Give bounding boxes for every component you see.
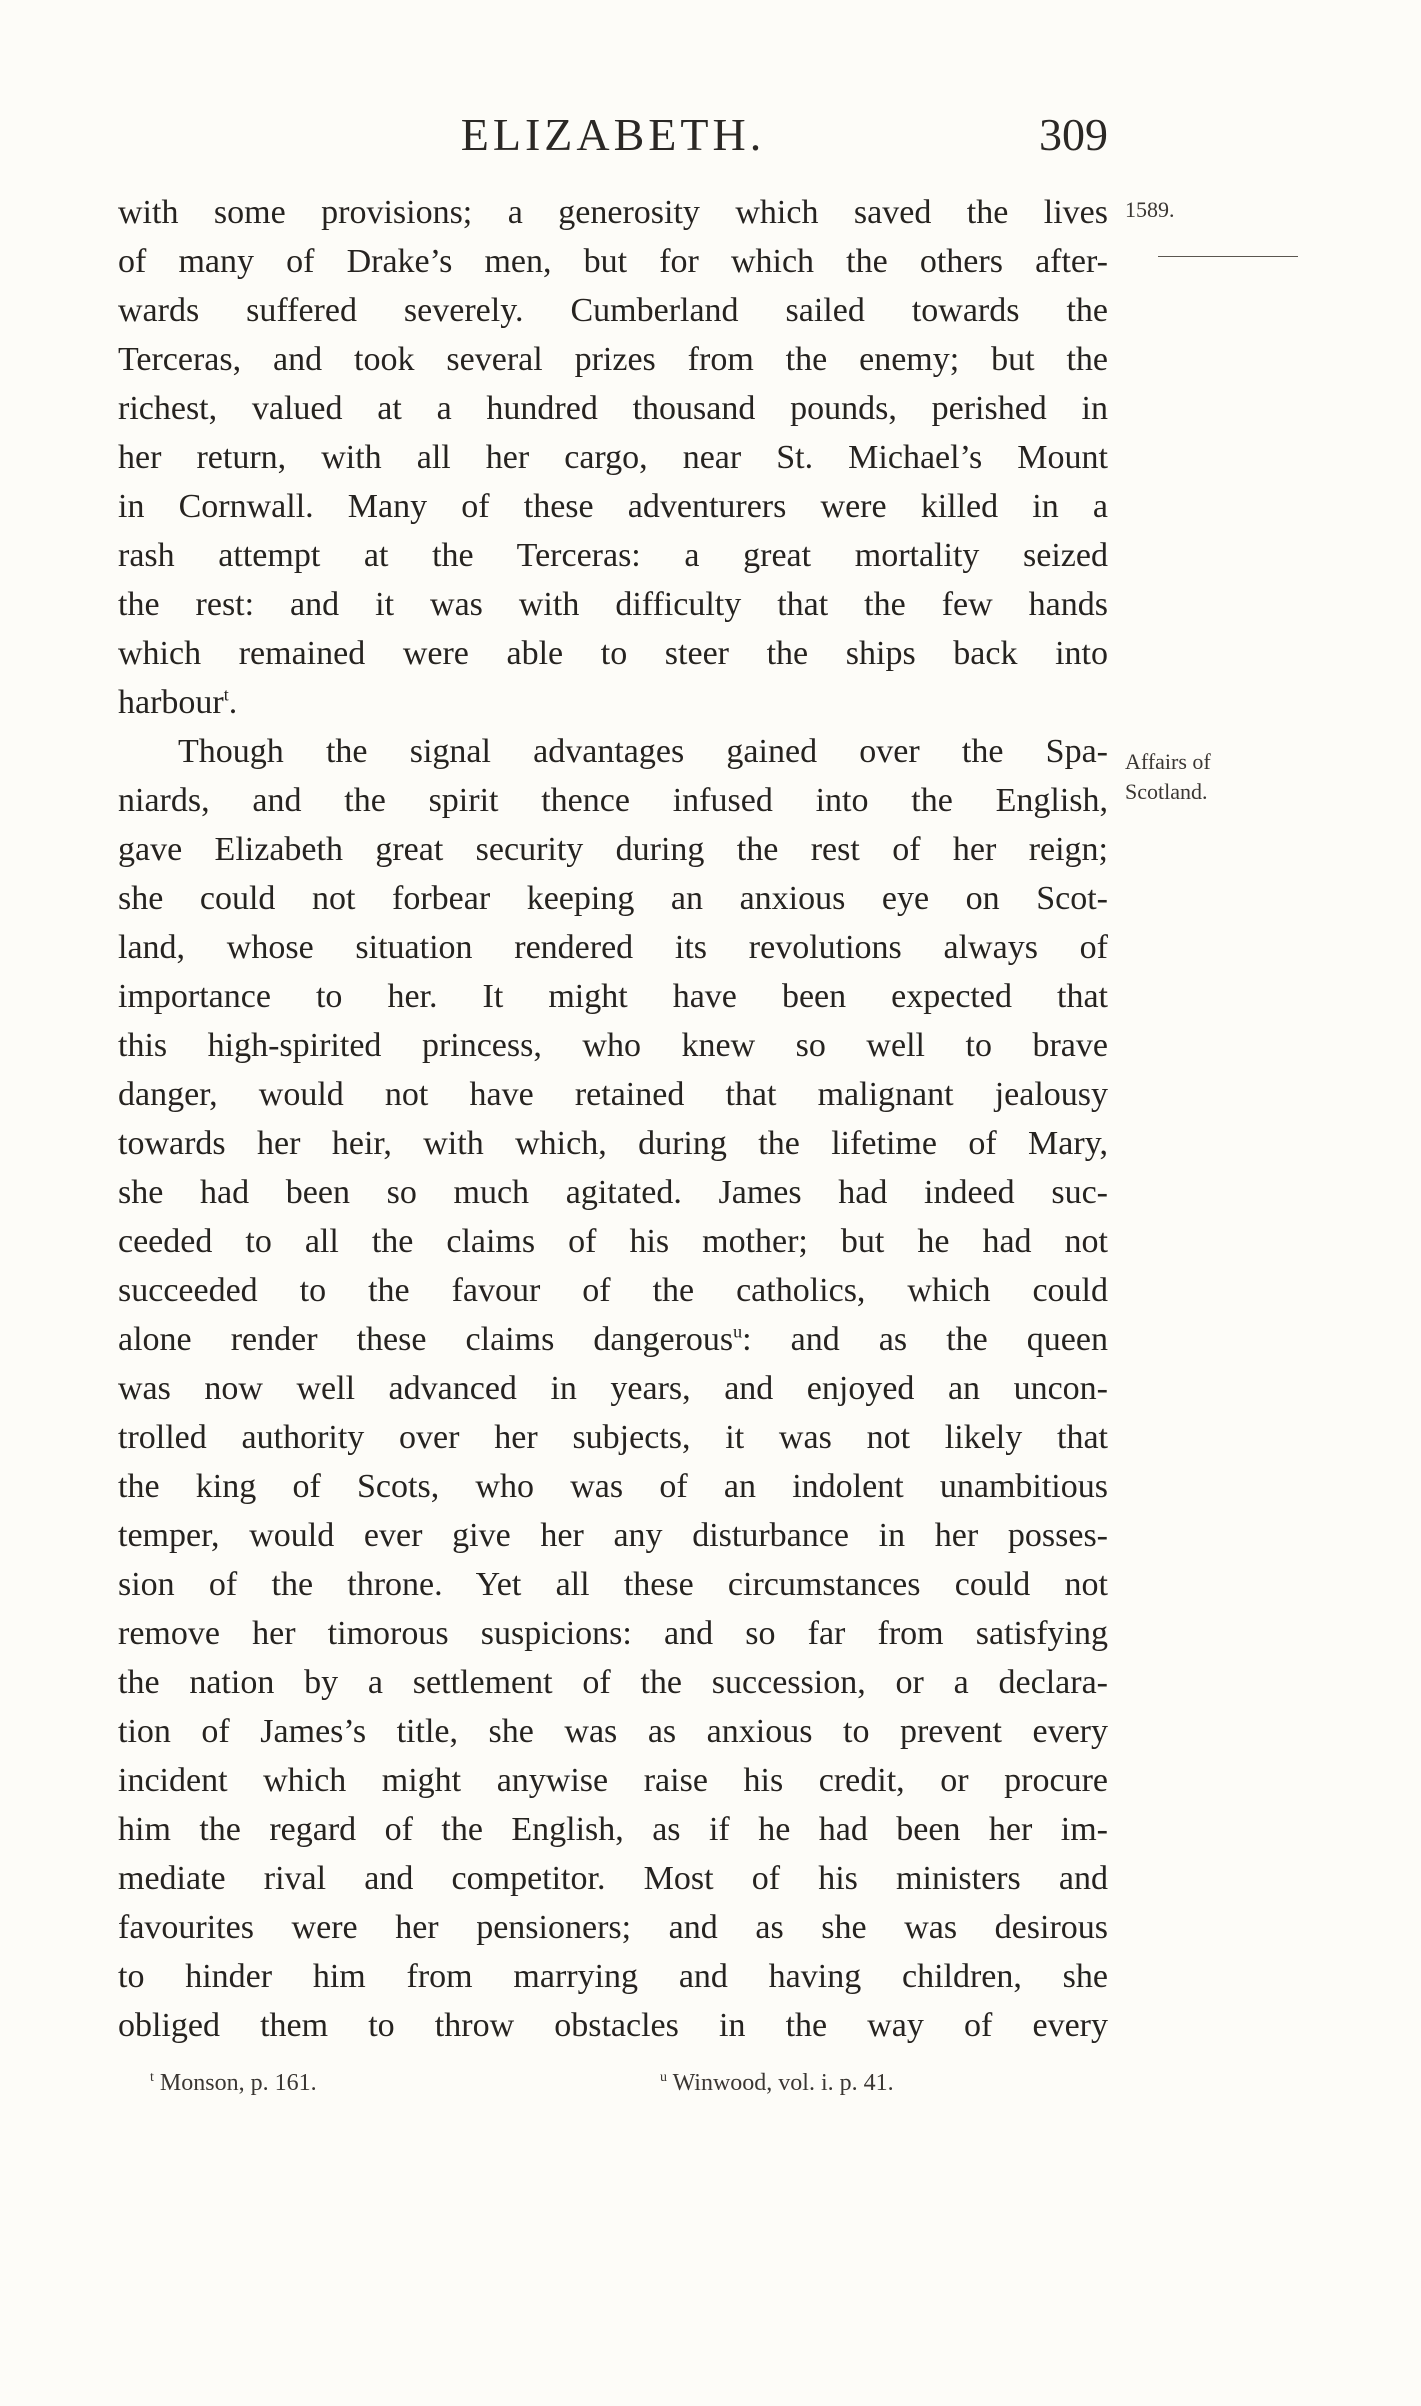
text-line: gave Elizabeth great security during the rest of her reign; [118,831,1108,868]
text-line: the king of Scots, who was of an indolent unambitious [118,1468,1108,1505]
text-line: ceeded to all the claims of his mother; but he had not [118,1223,1108,1260]
text-line: in Cornwall. Many of these adventurers were killed in a [118,488,1108,525]
text-line: niards, and the spirit thence infused into the English, [118,782,1108,819]
text-span: : and as the queen [742,1321,1108,1358]
text-line: danger, would not have retained that malignant jealousy [118,1076,1108,1113]
footnote-text: Monson, p. 161. [159,2070,317,2096]
text-line: her return, with all her cargo, near St. Michael’s Mount [118,439,1108,476]
footnotes [150,2070,1050,2106]
footnote [150,2070,317,2097]
footnote [660,2070,894,2097]
margin-rule [1158,256,1298,257]
text-line: sion of the throne. Yet all these circumstances could not [118,1566,1108,1603]
text-line: which remained were able to steer the ships back into [118,635,1108,672]
page-number: 309 [1039,109,1108,160]
body-text [118,188,1108,2050]
text-line: the rest: and it was with difficulty that the few hands [118,586,1108,623]
text-line: incident which might anywise raise his credit, or procure [118,1762,1108,1799]
text-line: richest, valued at a hundred thousand pounds, perished in [118,390,1108,427]
footnote-mark: u [660,2070,667,2085]
text-line [118,1315,1108,1364]
text-line: succeeded to the favour of the catholics, which could [118,1272,1108,1309]
footnote-ref: t [223,684,229,705]
text-line: she could not forbear keeping an anxious eye on Scot- [118,880,1108,917]
text-line: wards suffered severely. Cumberland sailed towards the [118,292,1108,329]
text-line: land, whose situation rendered its revolutions always of [118,929,1108,966]
footnote-mark: t [150,2070,154,2085]
text-span: . [228,684,238,721]
footnote-text: Winwood, vol. i. p. 41. [672,2070,894,2096]
text-span: alone render these claims dangerous [118,1321,734,1358]
text-line [118,678,1108,727]
text-line: temper, would ever give her any disturbance in her posses- [118,1517,1108,1554]
text-line: towards her heir, with which, during the lifetime of Mary, [118,1125,1108,1162]
text-line: to hinder him from marrying and having children, she [118,1958,1108,1995]
text-line: remove her timorous suspicions: and so far from satisfying [118,1615,1108,1652]
text-line: she had been so much agitated. James had indeed suc- [118,1174,1108,1211]
running-header [118,108,1108,168]
footnote-ref: u [733,1321,743,1342]
text-line: Though the signal advantages gained over the Spa- [178,733,1108,770]
text-line: tion of James’s title, she was as anxious to prevent every [118,1713,1108,1750]
text-line: him the regard of the English, as if he had been her im- [118,1811,1108,1848]
text-line: importance to her. It might have been expected that [118,978,1108,1015]
text-line: Terceras, and took several prizes from the enemy; but the [118,341,1108,378]
text-line: the nation by a settlement of the succession, or a declara- [118,1664,1108,1701]
margin-year: 1589. [1125,197,1175,222]
text-line: was now well advanced in years, and enjoyed an uncon- [118,1370,1108,1407]
text-line: rash attempt at the Terceras: a great mortality seized [118,537,1108,574]
text-line: of many of Drake’s men, but for which the others after- [118,243,1108,280]
text-line: obliged them to throw obstacles in the way of every [118,2007,1108,2044]
text-line: mediate rival and competitor. Most of his ministers and [118,1860,1108,1897]
text-line: this high-spirited princess, who knew so well to brave [118,1027,1108,1064]
text-span: harbour [118,684,224,721]
text-line: favourites were her pensioners; and as she was desirous [118,1909,1108,1946]
margin-note-scotland: Scotland. [1125,779,1208,804]
running-title: ELIZABETH. [460,109,766,160]
margin-note-affairs: Affairs of [1125,749,1211,774]
text-line: with some provisions; a generosity which saved the lives [118,194,1108,231]
text-line: trolled authority over her subjects, it was not likely that [118,1419,1108,1456]
